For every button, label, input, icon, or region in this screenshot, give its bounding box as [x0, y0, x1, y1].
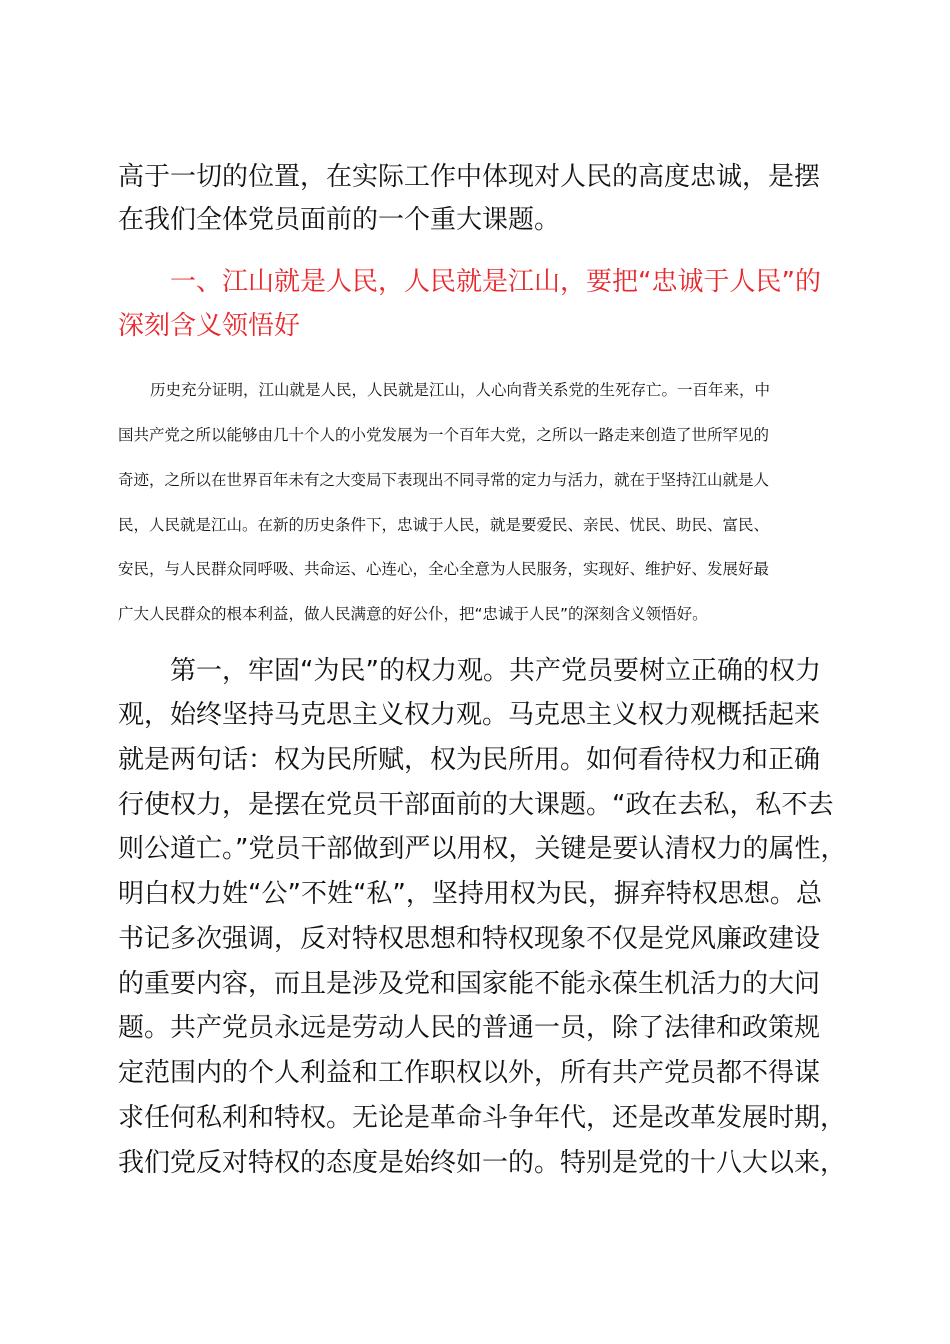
first-point-line: 观，始终坚持马克思主义权力观。马克思主义权力观概括起来: [118, 700, 821, 730]
history-line: 民，人民就是江山。在新的历史条件下，忠诚于人民，就是要爱民、亲民、忧民、助民、富民、: [118, 516, 770, 534]
first-point-line: 定范围内的个人利益和工作职权以外，所有共产党员都不得谋: [118, 1058, 821, 1088]
history-line: 广大人民群众的根本利益，做人民满意的好公仆，把“忠诚于人民”的深刻含义领悟好。: [118, 605, 708, 623]
first-point-line: 就是两句话：权为民所赋，权为民所用。如何看待权力和正确: [118, 745, 821, 775]
history-line: 历史充分证明，江山就是人民，人民就是江山，人心向背关系党的生死存亡。一百年来，中: [150, 381, 771, 399]
first-point-line: 行使权力，是摆在党员干部面前的大课题。“政在去私，私不去: [118, 790, 834, 820]
heading-line: 一、江山就是人民，人民就是江山，要把“忠诚于人民”的: [170, 267, 821, 297]
first-point-line: 我们党反对特权的态度是始终如一的。特别是党的十八大以来，: [118, 1148, 847, 1178]
first-point-line: 题。共产党员永远是劳动人民的普通一员，除了法律和政策规: [118, 1013, 821, 1043]
heading-line: 深刻含义领悟好: [118, 311, 301, 341]
history-line: 国共产党之所以能够由几十个人的小党发展为一个百年大党，之所以一路走来创造了世所罕见的: [118, 426, 770, 444]
first-point-line: 明白权力姓“公”不姓“私”，坚持用权为民，摒弃特权思想。总: [118, 879, 822, 909]
first-point-line: 求任何私利和特权。无论是革命斗争年代，还是改革发展时期，: [118, 1103, 847, 1133]
first-point-line: 的重要内容，而且是涉及党和国家能不能永葆生机活力的大问: [118, 969, 821, 999]
history-line: 安民，与人民群众同呼吸、共命运、心连心，全心全意为人民服务，实现好、维护好、发展好最: [118, 560, 770, 578]
history-line: 奇迹，之所以在世界百年未有之大变局下表现出不同寻常的定力与活力，就在于坚持江山就是人: [118, 471, 770, 489]
intro-line: 在我们全体党员面前的一个重大课题。: [118, 205, 561, 235]
first-point-line: 书记多次强调，反对特权思想和特权现象不仅是党风廉政建设: [118, 924, 821, 954]
intro-line: 高于一切的位置，在实际工作中体现对人民的高度忠诚，是摆: [118, 162, 821, 192]
first-point-line: 则公道亡。”党员干部做到严以用权，关键是要认清权力的属性，: [118, 834, 847, 864]
first-point-line: 第一，牢固“为民”的权力观。共产党员要树立正确的权力: [170, 656, 821, 686]
